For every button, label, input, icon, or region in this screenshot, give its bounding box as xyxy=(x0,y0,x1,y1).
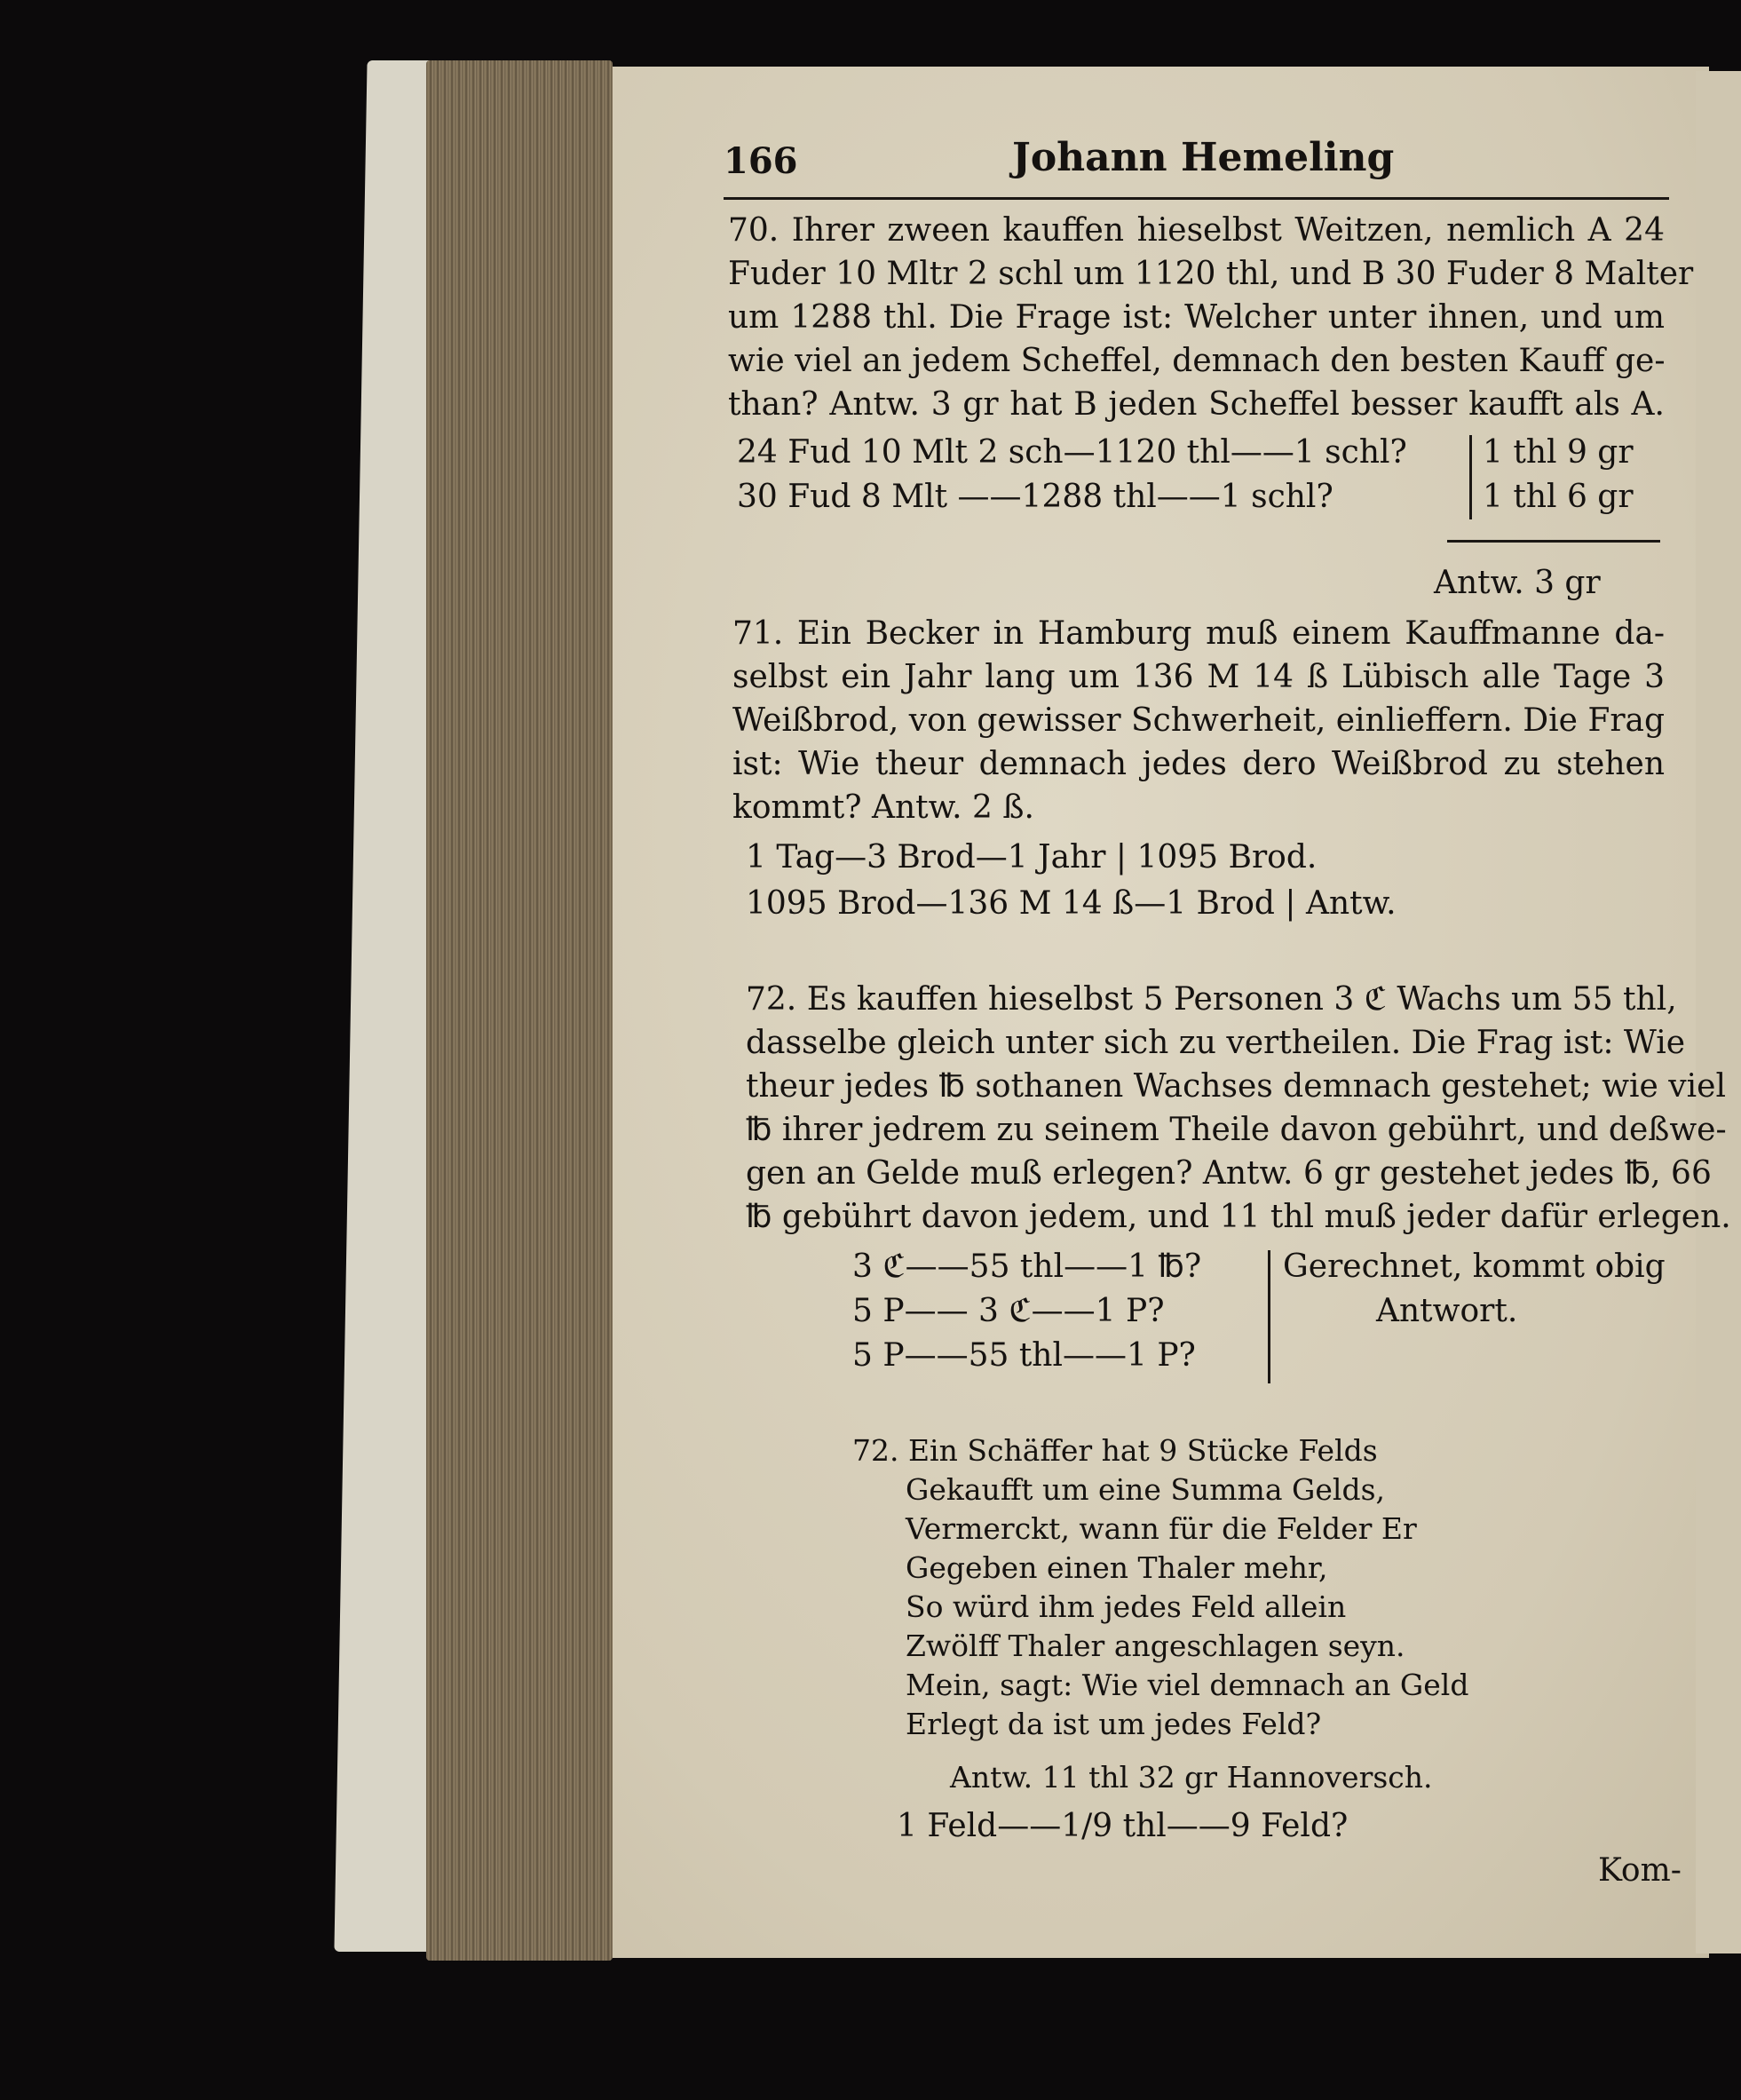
p72b-answer: Antw. 11 thl 32 gr Hannoversch. xyxy=(950,1760,1433,1795)
p71-line-4: ist: Wie theur demnach jedes dero Weißbrod zu stehen xyxy=(732,746,1665,782)
p72b-verse-3: Vermerckt, wann für die Felder Er xyxy=(906,1511,1417,1546)
p72b-verse-1: 72. Ein Schäffer hat 9 Stücke Felds xyxy=(852,1433,1378,1468)
p72a-line-6: ℔ gebührt davon jedem, und 11 thl muß jeder dafür erlegen. xyxy=(746,1199,1731,1235)
p70-line-1: 70. Ihrer zween kauffen hieselbst Weitzen, nemlich A 24 xyxy=(728,212,1665,249)
p70-line-2: Fuder 10 Mltr 2 schl um 1120 thl, und B 30 Fuder 8 Malter xyxy=(728,256,1694,292)
p71-calc-1: 1 Tag—3 Brod—1 Jahr | 1095 Brod. xyxy=(746,839,1318,876)
p70-calc-1-left: 24 Fud 10 Mlt 2 sch—1120 thl——1 schl? xyxy=(737,434,1407,471)
p72b-verse-2: Gekaufft um eine Summa Gelds, xyxy=(906,1472,1386,1507)
p72a-line-2: dasselbe gleich unter sich zu vertheilen. Die Frag ist: Wie xyxy=(746,1025,1686,1061)
p71-line-3: Weißbrod, von gewisser Schwerheit, einlieffern. Die Frag xyxy=(732,702,1666,739)
p72b-verse-8: Erlegt da ist um jedes Feld? xyxy=(906,1707,1322,1741)
p70-answer: Antw. 3 gr xyxy=(1434,565,1601,601)
page-number: 166 xyxy=(724,140,798,182)
p72b-calc: 1 Feld——1/9 thl——9 Feld? xyxy=(897,1808,1349,1844)
p72a-line-3: theur jedes ℔ sothanen Wachses demnach gestehet; wie viel xyxy=(746,1068,1726,1105)
p70-calc-1-right: 1 thl 9 gr xyxy=(1483,434,1634,471)
p70-calc-2-left: 30 Fud 8 Mlt ——1288 thl——1 schl? xyxy=(737,479,1333,515)
p72a-line-4: ℔ ihrer jedrem zu seinem Theile davon gebührt, und deßwe- xyxy=(746,1112,1727,1148)
p70-line-4: wie viel an jedem Scheffel, demnach den besten Kauff ge- xyxy=(728,343,1666,379)
p71-calc-2: 1095 Brod—136 M 14 ß—1 Brod | Antw. xyxy=(746,885,1397,922)
p72b-verse-7: Mein, sagt: Wie viel demnach an Geld xyxy=(906,1668,1469,1702)
p72a-line-1: 72. Es kauffen hieselbst 5 Personen 3 ℭ Wachs um 55 thl, xyxy=(746,981,1677,1018)
p72b-verse-4: Gegeben einen Thaler mehr, xyxy=(906,1550,1328,1585)
p70-sum-rule xyxy=(1447,540,1660,543)
p72a-calc-divider xyxy=(1268,1250,1270,1383)
catchword: Kom- xyxy=(1598,1852,1682,1889)
p71-line-5: kommt? Antw. 2 ß. xyxy=(732,789,1034,826)
p72a-calc-1: 3 ℭ——55 thl——1 ℔? xyxy=(852,1248,1202,1285)
p72a-note-1: Gerechnet, kommt obig xyxy=(1283,1248,1666,1285)
header-rule xyxy=(724,197,1669,200)
p71-line-2: selbst ein Jahr lang um 136 M 14 ß Lübisch alle Tage 3 xyxy=(732,659,1665,695)
p72b-verse-5: So würd ihm jedes Feld allein xyxy=(906,1589,1347,1624)
p70-calc-divider xyxy=(1469,435,1472,519)
p70-calc-2-right: 1 thl 6 gr xyxy=(1483,479,1634,515)
p70-line-3: um 1288 thl. Die Frage ist: Welcher unter ihnen, und um xyxy=(728,299,1665,336)
p72b-verse-6: Zwölff Thaler angeschlagen seyn. xyxy=(906,1628,1405,1663)
running-title: Johann Hemeling xyxy=(1012,135,1395,180)
p72a-calc-2: 5 P—— 3 ℭ——1 P? xyxy=(852,1293,1165,1329)
p72a-line-5: gen an Gelde muß erlegen? Antw. 6 gr gestehet jedes ℔, 66 xyxy=(746,1155,1712,1192)
p72a-note-2: Antwort. xyxy=(1376,1293,1518,1329)
p70-line-5: than? Antw. 3 gr hat B jeden Scheffel besser kaufft als A. xyxy=(728,386,1665,423)
p71-line-1: 71. Ein Becker in Hamburg muß einem Kauffmanne da- xyxy=(732,615,1665,652)
p72a-calc-3: 5 P——55 thl——1 P? xyxy=(852,1337,1196,1374)
